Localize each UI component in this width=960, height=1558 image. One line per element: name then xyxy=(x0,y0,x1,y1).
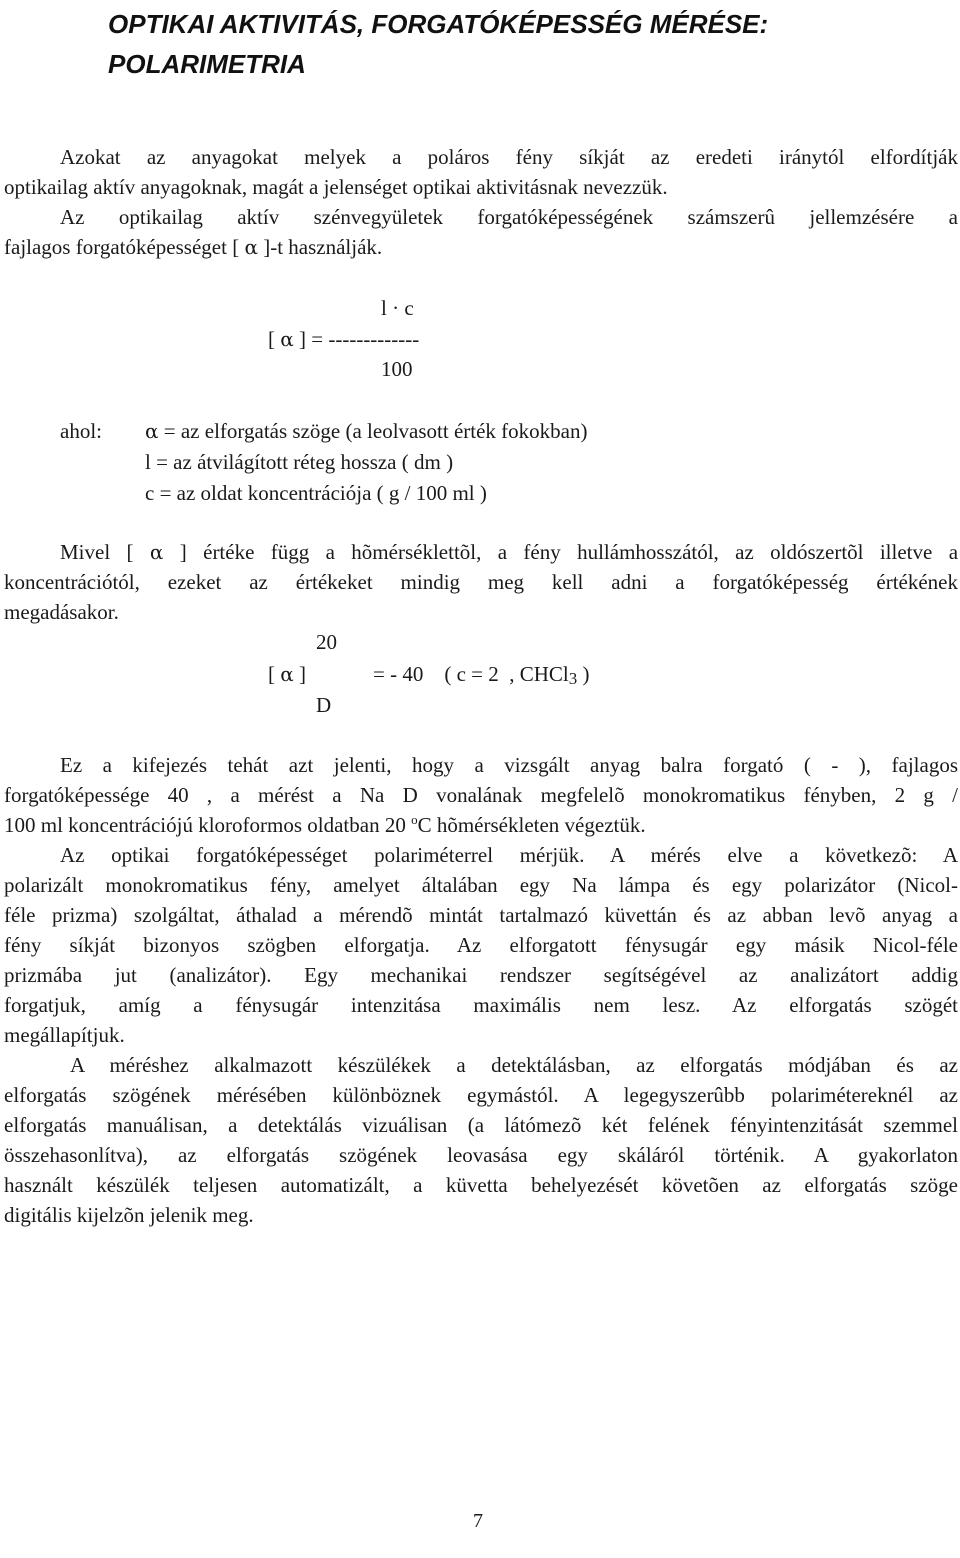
formula2-end: ) xyxy=(577,662,590,686)
measure-line-6: forgatjuk, amíg a fénysugár intenzitása maximális nem lesz. Az elforgatás szögét xyxy=(4,993,958,1017)
mivel-line-3: megadásakor. xyxy=(4,600,119,624)
devices-line-1: A méréshez alkalmazott készülékek a detektálásban, az elforgatás módjában és az xyxy=(70,1053,958,1077)
formula2-wavelength: D xyxy=(316,693,332,717)
definition-alpha-text: = az elforgatás szöge (a leolvasott érték fokokban) xyxy=(158,419,588,443)
definition-c: c = az oldat koncentrációja ( g / 100 ml ) xyxy=(145,481,487,505)
title-line-1: OPTIKAI AKTIVITÁS, FORGATÓKÉPESSÉG MÉRÉSE: xyxy=(108,9,769,39)
formula1-denominator: 100 xyxy=(381,357,413,381)
definition-l: l = az átvilágított réteg hossza ( dm ) xyxy=(145,450,454,474)
explain-line-3 xyxy=(4,810,646,840)
formula1-bracket: [ xyxy=(268,327,281,351)
measure-line-2: polarizált monokromatikus fény, amelyet általában egy Na lámpa és egy polarizátor (Nicol- xyxy=(4,873,958,897)
explain-text: 100 ml koncentrációjú kloroformos oldatban 20 xyxy=(4,813,412,837)
formula2-temperature: 20 xyxy=(316,630,337,654)
explain-line-1: Ez a kifejezés tehát azt jelenti, hogy a vizsgált anyag balra forgató ( - ), fajlagos xyxy=(60,753,958,777)
alpha-symbol: α xyxy=(149,540,164,564)
formula2-chcl3-subscript: 3 xyxy=(568,669,578,688)
definition-alpha xyxy=(145,416,587,446)
measure-line-3: féle prizma) szolgáltat, áthalad a mérendõ mintát tartalmazó küvettán és az abban levõ anyag a xyxy=(4,903,958,927)
intro-line-1: Azokat az anyagokat melyek a poláros fény síkját az eredeti iránytól elfordítják xyxy=(60,145,958,169)
mivel-line-2: koncentrációtól, ezeket az értékeket mindig meg kell adni a forgatóképesség értékének xyxy=(4,570,958,594)
devices-line-5: használt készülék teljesen automatizált, a küvetta behelyezését követõen az elforgatás szöge xyxy=(4,1173,958,1197)
alpha-symbol: α xyxy=(145,419,159,443)
formula2-lhs xyxy=(268,659,306,689)
intro-line-2: optikailag aktív anyagoknak, magát a jelenséget optikai aktivitásnak nevezzük. xyxy=(4,175,668,199)
mivel-line-1 xyxy=(4,537,958,567)
measure-line-5: prizmába jut (analizátor). Egy mechanikai rendszer segítségével az analizátort addig xyxy=(4,963,958,987)
degree-superscript: o xyxy=(411,812,418,827)
explain-line-2: forgatóképessége 40 , a mérést a Na D vonalának megfelelõ monokromatikus fényben, 2 g / xyxy=(4,783,958,807)
alpha-symbol: α xyxy=(280,662,294,686)
intro-text-end: ]-t használják. xyxy=(257,235,383,259)
measure-line-1: Az optikai forgatóképességet polariméterrel mérjük. A mérés elve a következõ: A xyxy=(60,843,958,867)
devices-line-4: összehasonlítva), az elforgatás szögének leovasása egy skáláról történik. A gyakorlaton xyxy=(4,1143,958,1167)
formula1-fraction-bar: ] = ------------- xyxy=(293,327,420,351)
formula1-lhs xyxy=(268,324,419,354)
formula2-value: = - 40 ( c = 2 , CHCl xyxy=(373,662,569,686)
formula1-numerator: l · c xyxy=(381,296,414,320)
measure-line-4: fény síkját bizonyos szögben elforgatja. Az elforgatott fénysugár egy másik Nicol-féle xyxy=(4,933,958,957)
formula2-bracket-open: [ xyxy=(268,662,281,686)
devices-line-2: elforgatás szögének mérésében különböznek egymástól. A legegyszerûbb polarimétereknél az xyxy=(4,1083,958,1107)
mivel-text-rest: ] értéke függ a hõmérséklettõl, a fény hullámhosszától, az oldószertõl illetve a xyxy=(163,540,959,564)
formula2-bracket-close: ] xyxy=(293,662,307,686)
title-line-2: POLARIMETRIA xyxy=(108,49,306,79)
intro-line-4 xyxy=(4,232,382,262)
explain-text-end: C hõmérsékleten végeztük. xyxy=(417,813,646,837)
measure-line-7: megállapítjuk. xyxy=(4,1023,125,1047)
intro-line-3: Az optikailag aktív szénvegyületek forgatóképességének számszerû jellemzésére a xyxy=(60,205,958,229)
intro-text: fajlagos forgatóképességet [ xyxy=(4,235,245,259)
devices-line-6: digitális kijelzõn jelenik meg. xyxy=(4,1203,254,1227)
devices-line-3: elforgatás manuálisan, a detektálás vizuálisan (a látómezõ két felének fényintenzitását szemmel xyxy=(4,1113,958,1137)
page-number: 7 xyxy=(473,1510,483,1532)
alpha-symbol: α xyxy=(280,327,294,351)
page-title xyxy=(108,4,768,84)
alpha-symbol: α xyxy=(244,235,258,259)
formula2-rhs xyxy=(373,659,590,691)
definitions-label: ahol: xyxy=(60,419,102,443)
mivel-text: Mivel [ xyxy=(60,540,150,564)
